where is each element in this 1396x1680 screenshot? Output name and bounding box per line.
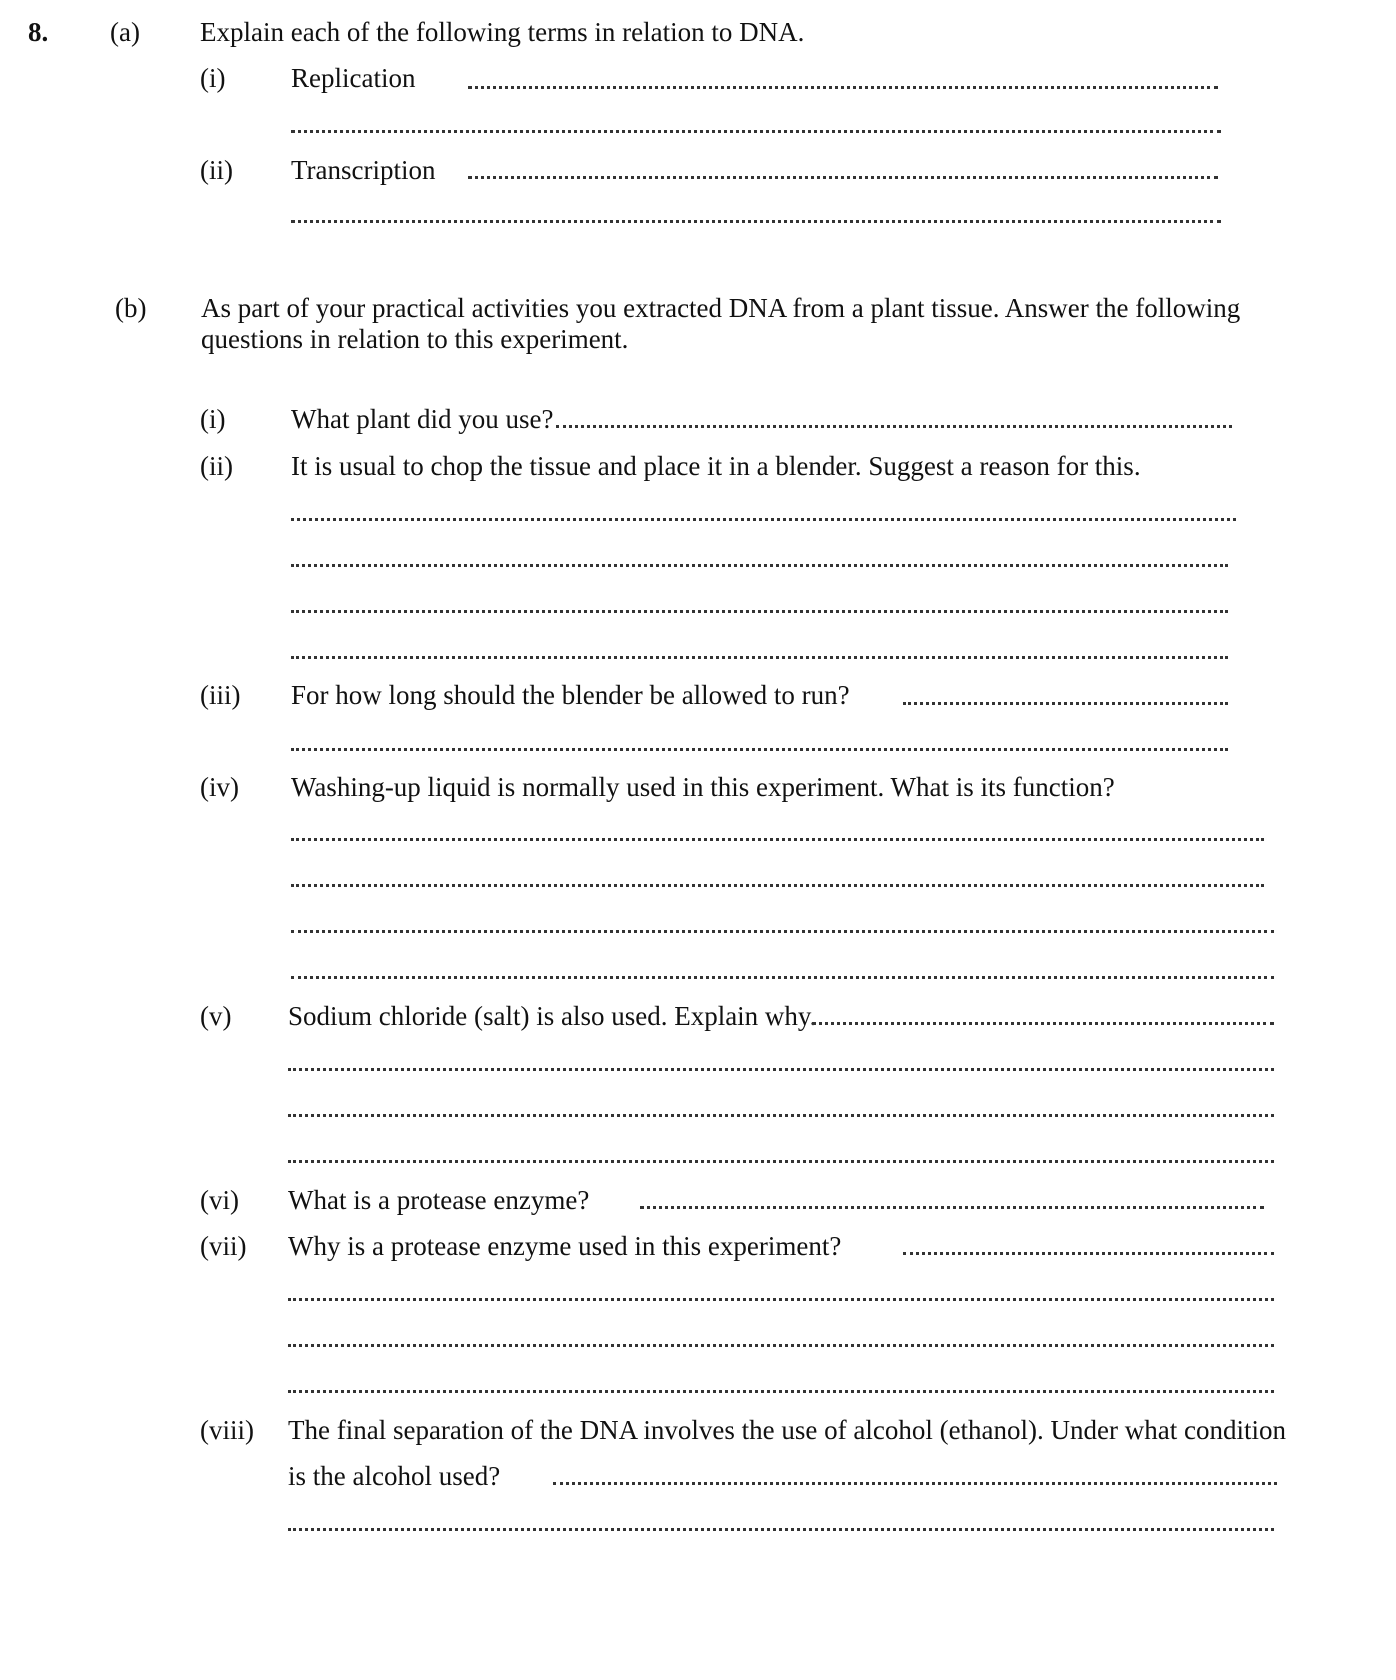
b-vi-question: What is a protease enzyme? [288,1185,590,1215]
part-a-intro: Explain each of the following terms in relation to DNA. [200,17,805,47]
answer-line[interactable] [291,748,1228,751]
answer-line[interactable] [812,1022,1274,1025]
b-iii-question: For how long should the blender be allowed to run? [291,680,850,710]
answer-line[interactable] [903,702,1228,705]
answer-line[interactable] [291,976,1274,979]
b-viii-question-line1: The final separation of the DNA involves the use of alcohol (ethanol). Under what condition [288,1415,1286,1445]
answer-line[interactable] [288,1528,1274,1531]
b-i-question: What plant did you use? [291,404,554,434]
b-iv-number: (iv) [200,772,239,802]
answer-line[interactable] [291,564,1228,567]
b-iv-question: Washing-up liquid is normally used in this experiment. What is its function? [291,772,1115,802]
answer-line[interactable] [288,1114,1274,1117]
part-b-label: (b) [115,293,147,323]
answer-line[interactable] [291,884,1264,887]
answer-line[interactable] [556,425,1232,428]
b-iii-number: (iii) [200,680,241,710]
answer-line[interactable] [288,1068,1274,1071]
answer-line[interactable] [903,1252,1274,1255]
answer-line[interactable] [288,1160,1274,1163]
b-viii-question-line2: is the alcohol used? [288,1461,501,1491]
answer-line[interactable] [468,176,1218,179]
answer-line[interactable] [291,220,1221,223]
answer-line[interactable] [288,1298,1274,1301]
answer-line[interactable] [288,1344,1274,1347]
answer-line[interactable] [291,656,1228,659]
b-vii-question: Why is a protease enzyme used in this experiment? [288,1231,842,1261]
answer-line[interactable] [468,86,1218,89]
answer-line[interactable] [291,610,1228,613]
b-viii-number: (viii) [200,1415,254,1445]
part-b-intro-line1: As part of your practical activities you extracted DNA from a plant tissue. Answer the following [201,293,1241,323]
a-i-number: (i) [200,63,226,93]
answer-line[interactable] [291,838,1264,841]
part-a-label: (a) [110,17,140,47]
answer-line[interactable] [291,518,1236,521]
part-b-intro-line2: questions in relation to this experiment. [201,324,629,354]
a-ii-number: (ii) [200,155,233,185]
b-v-question: Sodium chloride (salt) is also used. Explain why. [288,1001,817,1031]
b-i-number: (i) [200,404,226,434]
b-vi-number: (vi) [200,1185,239,1215]
question-number: 8. [28,17,49,47]
b-v-number: (v) [200,1001,232,1031]
answer-line[interactable] [640,1206,1264,1209]
answer-line[interactable] [288,1390,1274,1393]
answer-line[interactable] [291,130,1221,133]
b-ii-question: It is usual to chop the tissue and place it in a blender. Suggest a reason for this. [291,451,1141,481]
a-ii-term: Transcription [291,155,436,185]
b-vii-number: (vii) [200,1231,247,1261]
answer-line[interactable] [553,1482,1277,1485]
a-i-term: Replication [291,63,416,93]
b-ii-number: (ii) [200,451,233,481]
answer-line[interactable] [291,930,1274,933]
